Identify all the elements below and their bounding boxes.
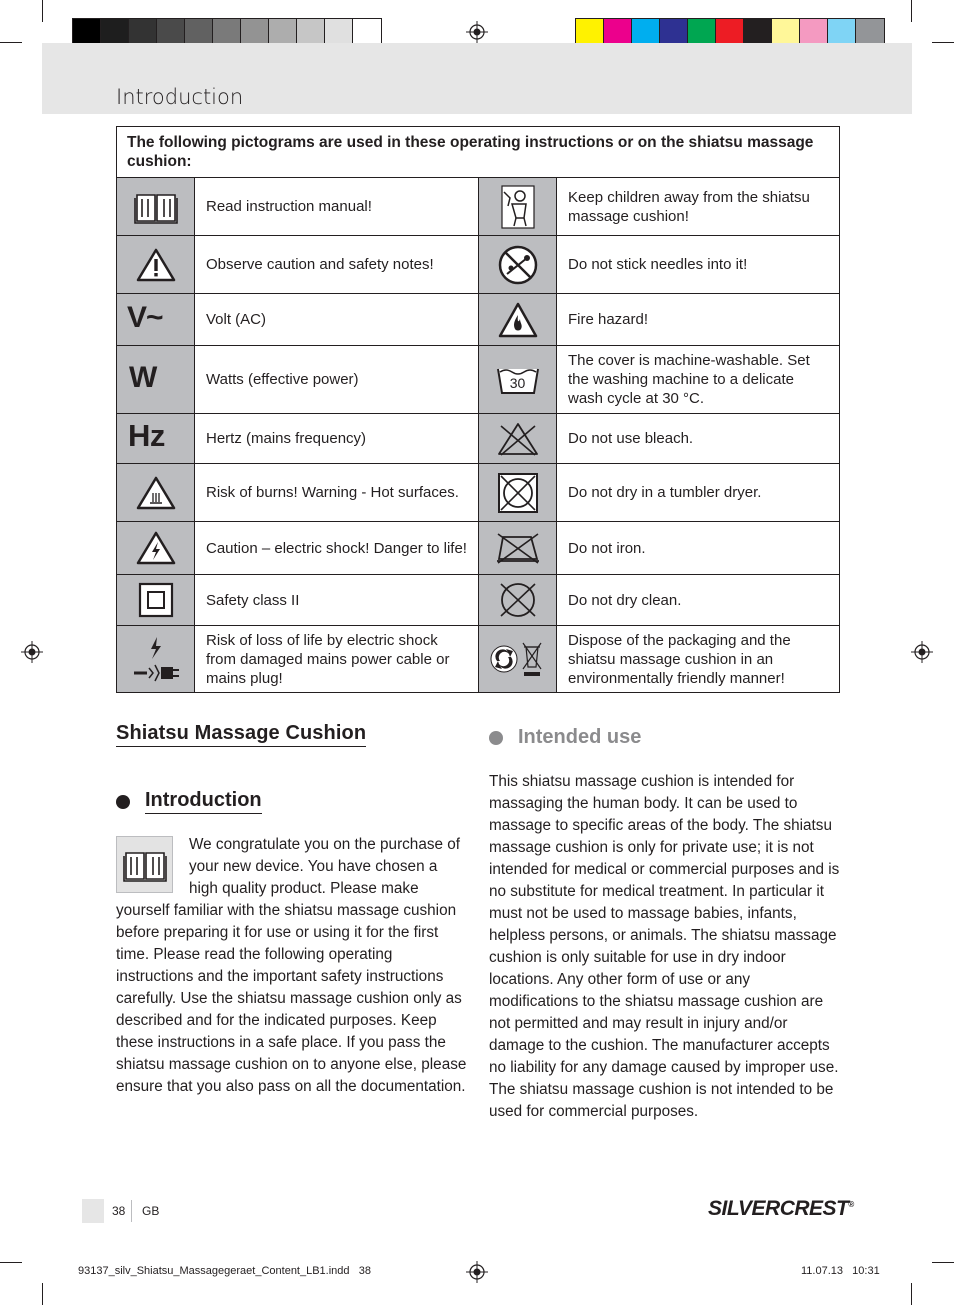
silvercrest-logo [708, 1197, 854, 1221]
color-swatch [856, 19, 884, 45]
no-dry-clean-icon [479, 575, 557, 626]
crop-mark [932, 1262, 954, 1263]
crop-mark [0, 1262, 22, 1263]
crop-mark [42, 0, 43, 22]
left-column [116, 722, 468, 1098]
pictogram-text: Volt (AC) [195, 294, 479, 346]
bullet-icon [489, 731, 503, 745]
color-swatch [604, 19, 632, 45]
color-swatch [325, 19, 353, 45]
color-swatch [772, 19, 800, 45]
no-tumble-dry-icon [479, 464, 557, 522]
pictogram-text: Observe caution and safety notes! [195, 236, 479, 294]
footer-divider [131, 1200, 132, 1222]
page-title: Introduction [116, 85, 244, 109]
no-needles-icon [479, 236, 557, 294]
color-swatch [297, 19, 325, 45]
watts-icon [117, 346, 195, 414]
pictogram-table-heading: The following pictograms are used in these operating instructions or on the shiatsu massage cushion: [117, 127, 840, 178]
color-swatch [185, 19, 213, 45]
color-swatch [828, 19, 856, 45]
pictogram-text: Do not stick needles into it! [557, 236, 840, 294]
watts-symbol: W [129, 360, 158, 394]
color-swatch [632, 19, 660, 45]
wash-30-icon [479, 346, 557, 414]
introduction-body [116, 834, 468, 1098]
registration-mark-icon [466, 1261, 488, 1283]
color-swatch [744, 19, 772, 45]
pictogram-text: Do not dry in a tumbler dryer. [557, 464, 840, 522]
pictogram-text: Keep children away from the shiatsu massage cushion! [557, 178, 840, 236]
electric-shock-icon [117, 522, 195, 575]
pictogram-text: Read instruction manual! [195, 178, 479, 236]
crop-mark [0, 42, 22, 43]
color-swatch [157, 19, 185, 45]
color-swatch [241, 19, 269, 45]
pictogram-text: Risk of burns! Warning - Hot surfaces. [195, 464, 479, 522]
recycle-dispose-icon [479, 626, 557, 693]
section-heading-intended-use [489, 726, 841, 749]
child-warning-icon [479, 178, 557, 236]
hertz-icon [117, 414, 195, 464]
brand-name: SILVERCREST [708, 1197, 849, 1220]
crop-mark [42, 1283, 43, 1305]
color-swatch [576, 19, 604, 45]
color-swatch [73, 19, 101, 45]
gray-color-strip [72, 18, 382, 46]
hertz-symbol: Hz [128, 418, 165, 453]
book-icon [117, 178, 195, 236]
language-code: GB [142, 1204, 160, 1218]
registration-mark-icon [21, 641, 43, 663]
color-swatch [129, 19, 157, 45]
crop-mark [911, 1283, 912, 1305]
no-iron-icon [479, 522, 557, 575]
intended-use-body: This shiatsu massage cushion is intended for massaging the human body. It can be used to massage to specific areas of the body. The shiatsu massage cushion is only for private use; it is not intended for medical or commercial purposes and is no substitute for medical treatment. In particular it must not be used to massage babies, infants, helpless persons, or animals. The shiatsu massage cushion is only suitable for use in dry indoor locations. Any other form of use or any modifications to the shiatsu massage cushion are not permitted and may result in injury and/or damage to the cushion. The manufacturer accepts no liability for any damage caused by improper use. The shiatsu massage cushion is not intended to be used for commercial purposes. [489, 773, 840, 1120]
color-swatch [660, 19, 688, 45]
pictogram-text: Do not dry clean. [557, 575, 840, 626]
volt-ac-icon [117, 294, 195, 346]
page-number-box [82, 1199, 104, 1223]
fire-hazard-icon [479, 294, 557, 346]
color-swatch [353, 19, 381, 45]
introduction-text: We congratulate you on the purchase of your new device. You have chosen a high quality product. Please make yourself familiar with the shiatsu massage cushion before preparing it for use or using it for the first time. Please read the following operating instructions and the important safety instructions carefully. Use the shiatsu massage cushion only as described and for the indicated purposes. Keep these instructions in a safe place. If you pass the shiatsu massage cushion on to anyone else, please ensure that you also pass on all the documentation. [116, 836, 467, 1095]
warning-triangle-icon [117, 236, 195, 294]
volt-ac-symbol: V~ [127, 300, 163, 334]
pictogram-text: Fire hazard! [557, 294, 840, 346]
pictogram-table [116, 126, 840, 693]
book-icon [116, 836, 173, 893]
pictogram-text: Safety class II [195, 575, 479, 626]
damaged-cable-icon [117, 626, 195, 693]
pictogram-text: Do not iron. [557, 522, 840, 575]
pictogram-text: Dispose of the packaging and the shiatsu massage cushion in an environmentally friendly manner! [557, 626, 840, 693]
color-swatch [716, 19, 744, 45]
brand-mark: ® [848, 1200, 854, 1209]
pictogram-text: Caution – electric shock! Danger to life! [195, 522, 479, 575]
pictogram-text: Watts (effective power) [195, 346, 479, 414]
color-swatch [101, 19, 129, 45]
section-heading-label: Intended use [518, 726, 642, 748]
header-band [42, 43, 912, 114]
file-slug: 93137_silv_Shiatsu_Massagegeraet_Content_LB1.indd 38 [78, 1265, 371, 1277]
right-column [489, 722, 841, 1123]
pictogram-text: Do not use bleach. [557, 414, 840, 464]
crop-mark [911, 0, 912, 22]
bullet-icon [116, 795, 130, 809]
pictogram-text: Risk of loss of life by electric shock from damaged mains power cable or mains plug! [195, 626, 479, 693]
no-bleach-icon [479, 414, 557, 464]
color-swatch [213, 19, 241, 45]
color-swatch [688, 19, 716, 45]
pictogram-text: The cover is machine-washable. Set the washing machine to a delicate wash cycle at 30 °C. [557, 346, 840, 414]
main-heading: Shiatsu Massage Cushion [116, 722, 366, 747]
pictogram-text: Hertz (mains frequency) [195, 414, 479, 464]
safety-class-ii-icon [117, 575, 195, 626]
date-slug: 11.07.13 10:31 [801, 1265, 880, 1277]
color-swatch [269, 19, 297, 45]
wash-30-symbol: 30 [509, 374, 526, 391]
page-number: 38 [112, 1204, 126, 1218]
registration-mark-icon [466, 21, 488, 43]
hot-surface-icon [117, 464, 195, 522]
section-heading-introduction [116, 789, 468, 814]
crop-mark [932, 42, 954, 43]
section-heading-label: Introduction [145, 789, 262, 814]
process-color-strip [575, 18, 885, 46]
registration-mark-icon [911, 641, 933, 663]
color-swatch [800, 19, 828, 45]
